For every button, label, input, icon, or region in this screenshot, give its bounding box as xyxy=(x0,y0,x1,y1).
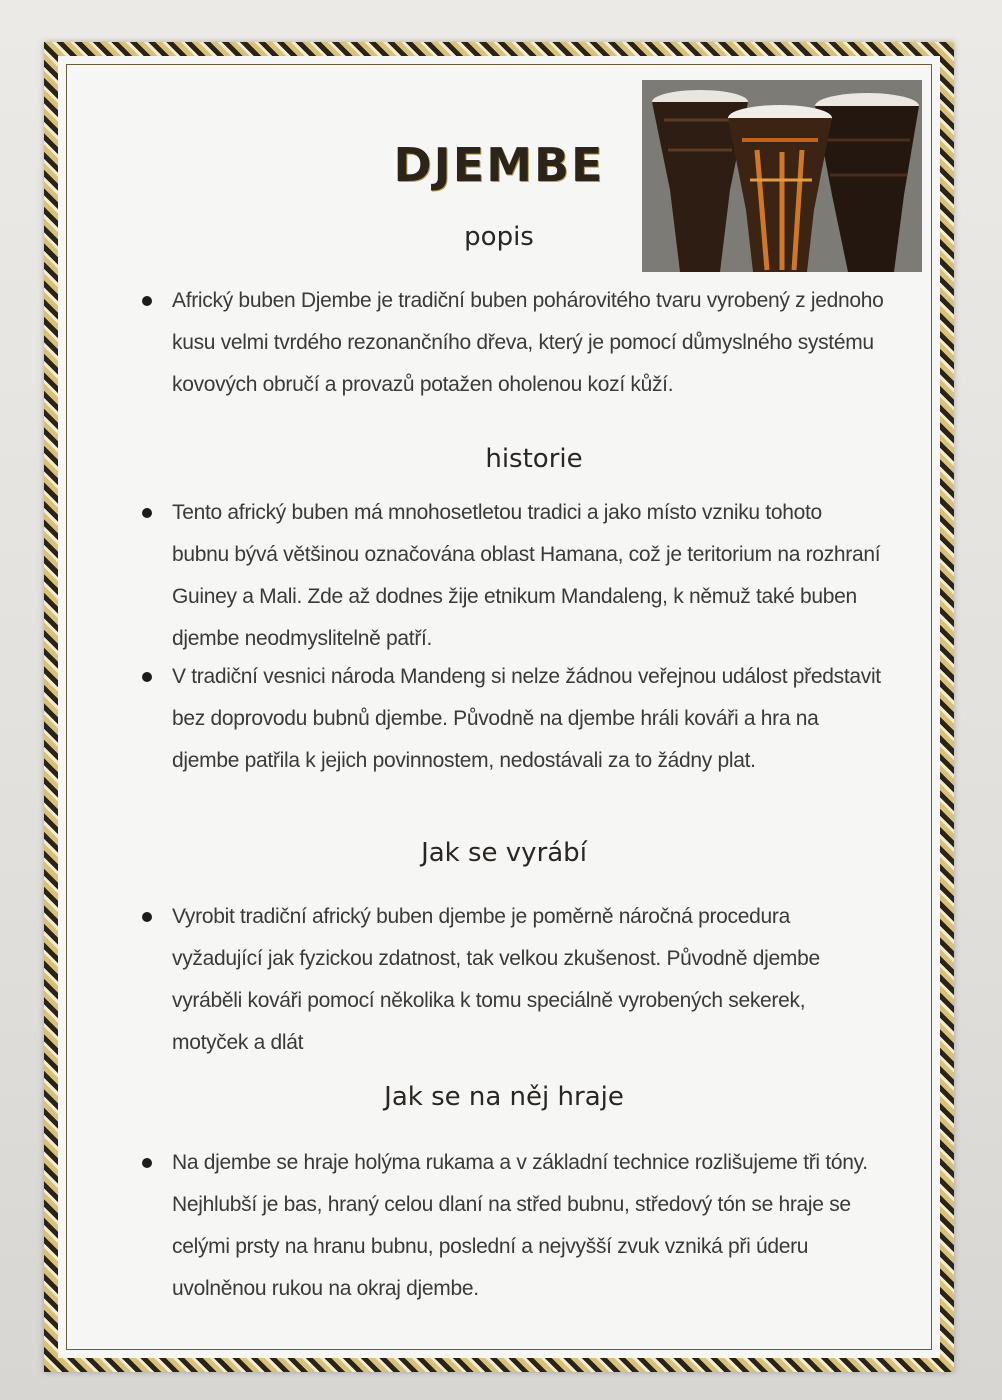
bullet-icon xyxy=(142,912,152,922)
heading-jak-se-vyrabi: Jak se vyrábí xyxy=(421,838,587,868)
bullet-icon xyxy=(142,296,152,306)
document-page xyxy=(44,42,954,1372)
djembe-drums-photo xyxy=(642,80,922,272)
heading-popis: popis xyxy=(464,222,534,252)
heading-jak-se-na-nej-hraje: Jak se na něj hraje xyxy=(384,1082,624,1112)
paragraph-historie-1: Tento africký buben má mnohosetletou tradici a jako místo vzniku tohoto bubnu bývá většinou označována oblast Hamana, což je teritorium na rozhraní Guiney a Mali. Zde až dodnes žije etnikum Mandaleng, k němuž také buben djembe neodmyslitelně patří. xyxy=(172,501,881,650)
paragraph-popis: Africký buben Djembe je tradiční buben pohárovitého tvaru vyrobený z jednoho kusu velmi tvrdého rezonančního dřeva, který je pomocí důmyslného systému kovových obručí a provazů potažen oholenou kozí kůží. xyxy=(172,289,884,396)
page-title: DJEMBE xyxy=(393,138,605,192)
djembe-drums-illustration xyxy=(642,80,922,272)
bullet-icon xyxy=(142,672,152,682)
heading-historie: historie xyxy=(485,444,583,474)
bullet-icon xyxy=(142,1158,152,1168)
bullet-icon xyxy=(142,508,152,518)
paragraph-jak-se-na-nej-hraje: Na djembe se hraje holýma rukama a v základní technice rozlišujeme tři tóny. Nejhlubší je bas, hraný celou dlaní na střed bubnu, středový tón se hraje se celými prsty na hranu bubnu, poslední a nejvyšší zvuk vzniká při úderu uvolněnou rukou na okraj djembe. xyxy=(172,1151,868,1300)
paragraph-historie-2: V tradiční vesnici národa Mandeng si nelze žádnou veřejnou událost představit bez doprovodu bubnů djembe. Původně na djembe hráli kováři a hra na djembe patřila k jejich povinnostem, nedostávali za to žádny plat. xyxy=(172,665,881,772)
paragraph-jak-se-vyrabi: Vyrobit tradiční africký buben djembe je poměrně náročná procedura vyžadující jak fyzickou zdatnost, tak velkou zkušenost. Původně djembe vyráběli kováři pomocí několika k tomu speciálně vyrobených sekerek, motyček a dlát xyxy=(172,905,820,1054)
